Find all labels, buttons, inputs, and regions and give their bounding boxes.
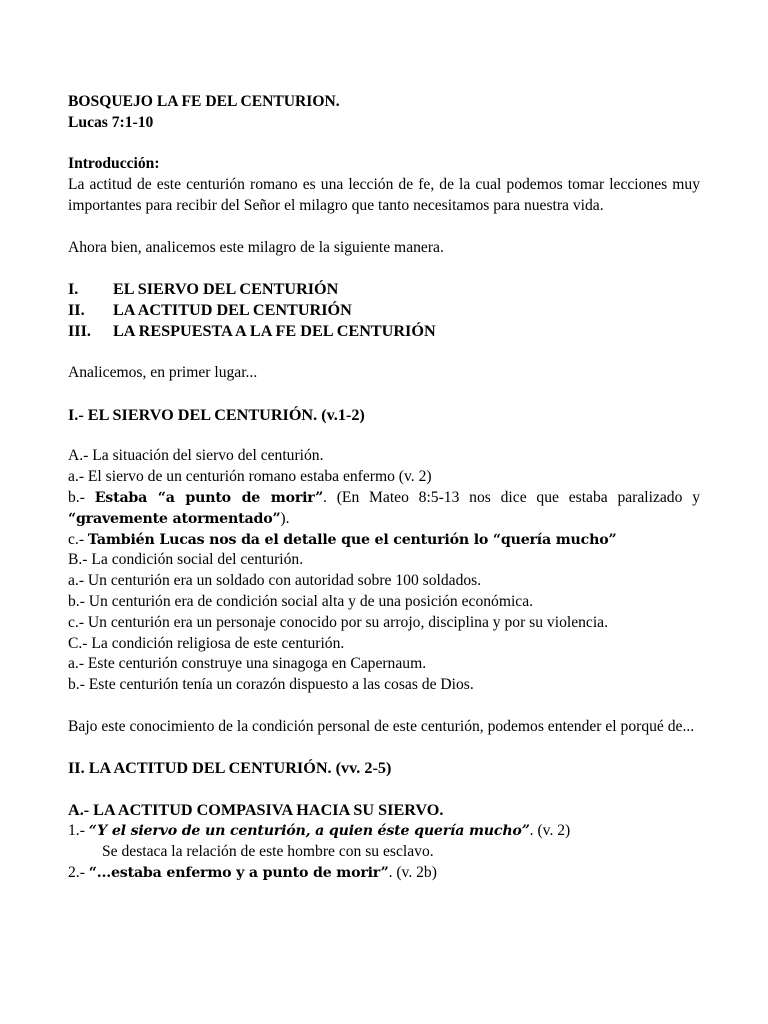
section-2-item-1-note: Se destaca la relación de este hombre con su esclavo. [102, 842, 434, 860]
point-b-c: c.- Un centurión era un personaje conocido por su arrojo, disciplina y por su violencia. [68, 613, 608, 631]
section-2-item-1 [68, 821, 700, 842]
outline-item [68, 321, 700, 342]
section-2-point-a: A.- LA ACTITUD COMPASIVA HACIA SU SIERVO. [68, 801, 444, 820]
outline-item [68, 279, 700, 300]
list-prefix: 2.- [68, 863, 89, 881]
outline-number: II. [68, 301, 85, 320]
section-2-item-2 [68, 863, 700, 884]
point-c-a: a.- Este centurión construye una sinagoga en Capernaum. [68, 655, 427, 673]
transition-2: Bajo este conocimiento de la condición personal de este centurión, podemos entender el porqué de... [68, 717, 695, 735]
list-prefix: 1.- [68, 822, 89, 840]
verse-ref: . (v. 2) [529, 822, 571, 840]
list-prefix: c.- [68, 530, 88, 548]
emphasis-text: Estaba “a punto de morir” [94, 489, 324, 506]
scripture-quote: “...estaba enfermo y a punto de morir” [88, 864, 389, 881]
list-prefix: b.- [68, 488, 95, 506]
outline-item [68, 300, 700, 321]
point-a-a: a.- El siervo de un centurión romano estaba enfermo (v. 2) [68, 468, 432, 486]
scripture-quote: “Y el siervo de un centurión, a quien éste quería mucho” [88, 823, 530, 840]
scripture-reference: Lucas 7:1-10 [68, 113, 154, 131]
emphasis-text: “gravemente atormentado” [68, 510, 281, 527]
outline-text: EL SIERVO DEL CENTURIÓN [113, 280, 339, 299]
point-c: C.- La condición religiosa de este centurión. [68, 634, 345, 652]
point-b-a: a.- Un centurión era un soldado con autoridad sobre 100 soldados. [68, 572, 482, 590]
section-1-heading: I.- EL SIERVO DEL CENTURIÓN. (v.1-2) [68, 405, 365, 424]
transition-1: Analicemos, en primer lugar... [68, 363, 258, 381]
intro-heading: Introducción: [68, 155, 160, 173]
point-b: B.- La condición social del centurión. [68, 551, 304, 569]
emphasis-text: También Lucas nos da el detalle que el centurión lo “quería mucho” [87, 531, 617, 548]
point-a-c [68, 530, 700, 551]
outline-number: III. [68, 322, 91, 341]
body-text: ). [280, 509, 290, 527]
point-b-b: b.- Un centurión era de condición social alta y de una posición económica. [68, 592, 534, 610]
point-a: A.- La situación del siervo del centurión. [68, 447, 324, 465]
sermon-outline [68, 279, 700, 342]
verse-ref: . (v. 2b) [388, 863, 437, 881]
point-c-b: b.- Este centurión tenía un corazón dispuesto a las cosas de Dios. [68, 676, 474, 694]
point-a-b [68, 488, 700, 530]
body-text: . (En Mateo 8:5-13 nos dice que estaba paralizado y [323, 488, 700, 506]
intro-paragraph: La actitud de este centurión romano es una lección de fe, de la cual podemos tomar lecciones muy importantes para recibir del Señor el milagro que tanto necesitamos para nuestra vida. [68, 176, 700, 214]
intro-transition: Ahora bien, analicemos este milagro de la siguiente manera. [68, 238, 444, 256]
outline-text: LA RESPUESTA A LA FE DEL CENTURIÓN [113, 322, 436, 341]
outline-number: I. [68, 280, 79, 299]
section-2-heading: II. LA ACTITUD DEL CENTURIÓN. (vv. 2-5) [68, 759, 392, 778]
outline-text: LA ACTITUD DEL CENTURIÓN [113, 301, 352, 320]
document-title: BOSQUEJO LA FE DEL CENTURION. [68, 93, 340, 110]
